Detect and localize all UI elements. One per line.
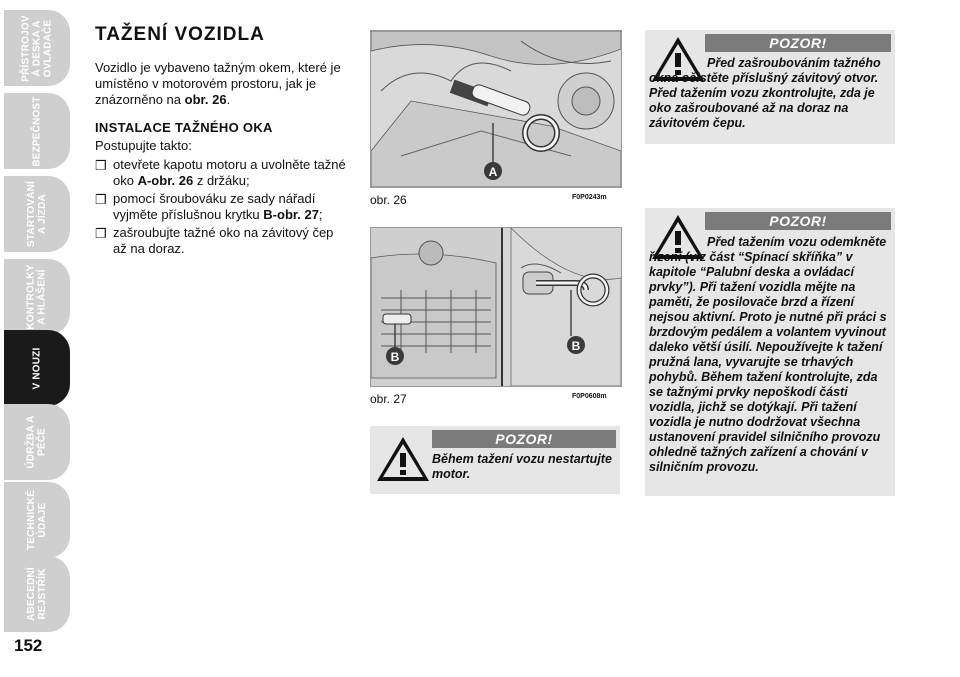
tab-pristrojova-deska[interactable]: PŘÍSTROJOV Á DESKA A OVLADAČE [4,10,70,86]
checkbox-bullet-icon: ❒ [95,158,107,173]
tab-kontrolky[interactable]: KONTROLKY A HLÁŠENÍ [4,259,70,335]
tab-technicke-udaje[interactable]: TECHNICKÉ ÚDAJE [4,482,70,558]
list-item: ❒ otevřete kapotu motoru a uvolněte tažné oko A-obr. 26 z držáku; [95,157,346,188]
subsection-title: INSTALACE TAŽNÉHO OKA [95,120,273,135]
warning-triangle-icon [374,434,432,484]
figure-26-engine-bay [370,30,622,188]
tab-startovani[interactable]: STARTOVÁNÍ A JÍZDA [4,176,70,252]
svg-text:B: B [571,339,581,353]
chapter-tabs [0,0,80,640]
engine-illustration [371,31,621,187]
figure-code: F0P0608m [572,393,607,400]
warning-text: Před zašroubováním tažného okna očistěte příslušný závitový otvor. Před tažením vozu zkontrolujte, zda je oko zašroubované až na doraz na závitovém čepu. [649,56,881,130]
svg-text:B: B [390,350,400,364]
tab-bezpecnost[interactable]: BEZPEČNOST [4,93,70,169]
warning-title: POZOR! [432,430,616,448]
tab-v-nouzi[interactable]: V NOUZI [4,330,70,406]
warning-title: POZOR! [705,212,891,230]
main-text-column [95,24,350,259]
figure-caption: obr. 26 [370,193,407,207]
list-item: ❒ pomocí šroubováku ze sady nářadí vyjměte příslušnou krytku B-obr. 27; [95,191,323,222]
warning-text: Během tažení vozu nestartujte motor. [432,452,612,481]
checkbox-bullet-icon: ❒ [95,192,107,207]
bumper-illustration [371,228,621,386]
figure-code: F0P0243m [572,194,607,201]
intro-paragraph: Vozidlo je vybaveno tažným okem, které je umístěno v motorovém prostoru, jak je znázorněno na obr. 26. [95,60,341,107]
warning-box [645,208,895,496]
warning-box [645,30,895,144]
list-item: ❒ zašroubujte tažné oko na závitový čep až na doraz. [95,225,334,256]
tab-abecedni-rejstrik[interactable]: ABECEDNÍ REJSTŘÍK [4,556,70,632]
warning-title: POZOR! [705,34,891,52]
checkbox-bullet-icon: ❒ [95,226,107,241]
section-title: TAŽENÍ VOZIDLA [95,24,265,45]
figure-caption: obr. 27 [370,392,407,406]
warning-box [370,426,620,494]
warning-text: Před tažením vozu odemkněte řízení (viz část “Spínací skříňka” v kapitole “Palubní deska a ovládací prvky”). Při tažení vozidla mějte na paměti, že posilovače brzd a řízení nejsou aktivní. Proto je nutné při práci s brzdovým pedálem a volantem vyvinout daleko větší úsilí. Nepoužívejte k tažení pružná lana, vyvarujte se trhavých pohybů. Během tažení kontrolujte, zda se tažnými prvky nepoškodí části vozidla, jichž se dotýkají. Při tažení vozidla je nutno dodržovat všechna ustanovení pravidel silničního provozu ohledně tažných zařízení a chování v silničním provozu. [649,235,887,474]
lead-text: Postupujte takto: [95,138,192,153]
page-number: 152 [14,636,43,655]
tab-udrzba[interactable]: ÚDRŽBA A PÉČE [4,404,70,480]
svg-text:A: A [488,165,498,179]
figure-27-front-bumper [370,227,622,387]
